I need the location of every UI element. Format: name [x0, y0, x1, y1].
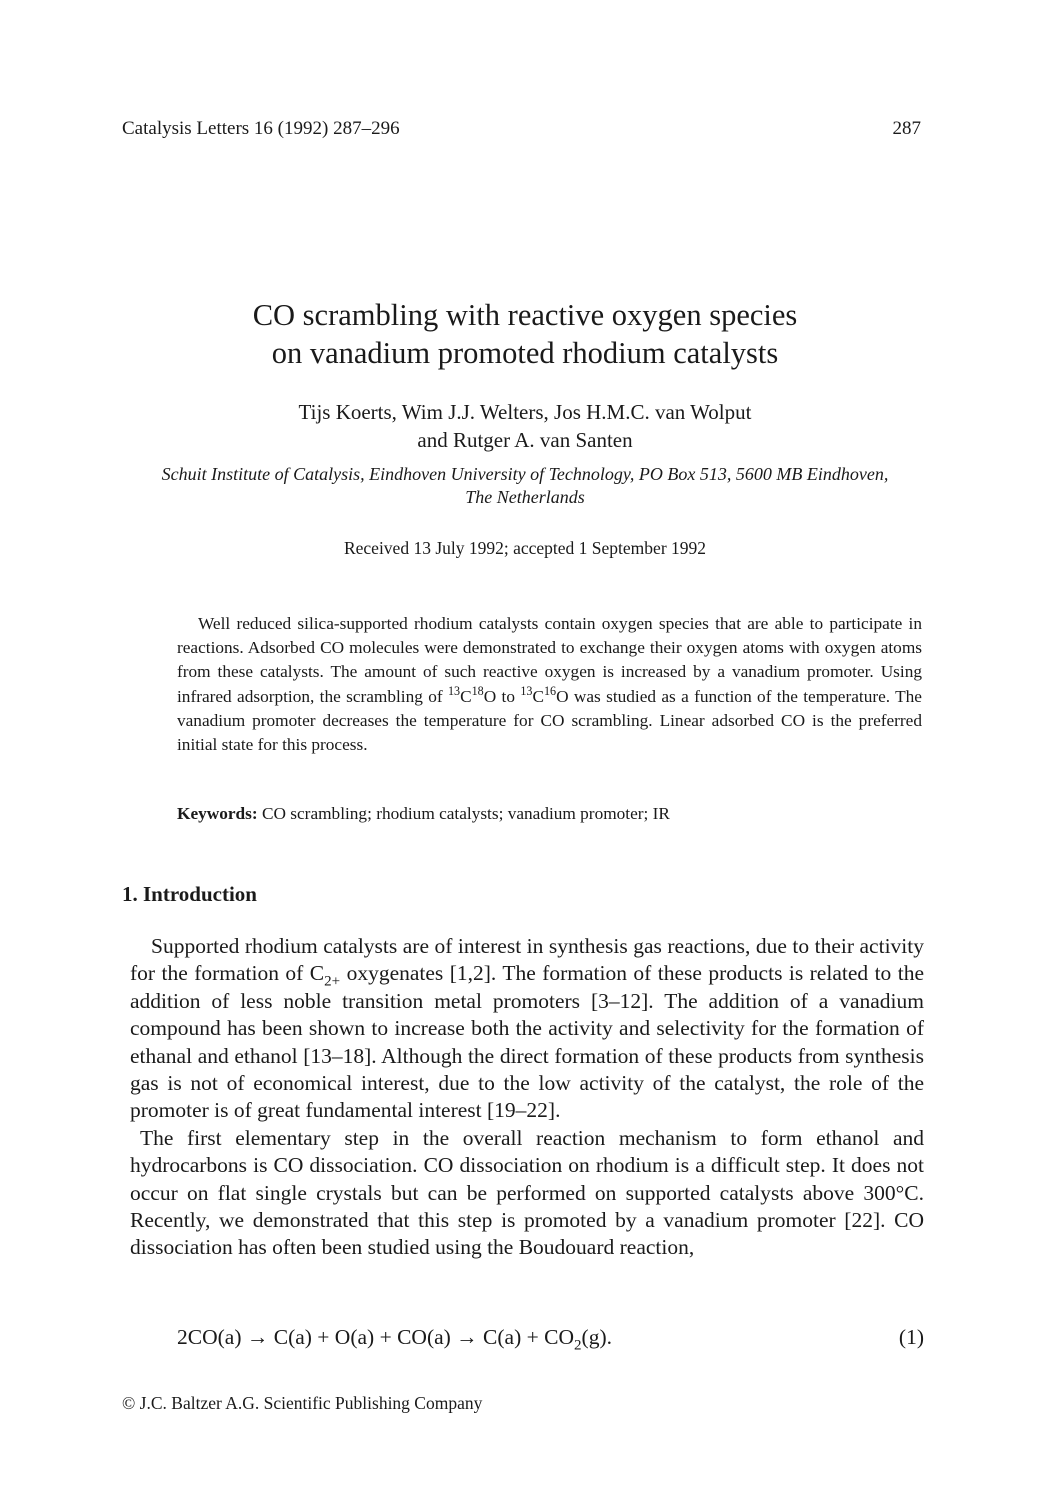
body-text-2: The first elementary step in the overall reaction mechanism to form ethanol and hydrocarbons is CO dissociation. CO dissociation on rhodium is a difficult step. It does not occur on flat single crystals but can be performed on supported catalysts above 300°C. Recently, we demonstrated that this step is promoted by a vanadium promoter [22]. CO dissociation has often been studied using the Boudouard reaction,: [130, 1125, 924, 1260]
affiliation-line-1: Schuit Institute of Catalysis, Eindhoven University of Technology, PO Box 513, 5600 MB Eindhoven,: [161, 464, 889, 484]
equation-subscript: 2: [574, 1337, 582, 1354]
isotope-element: O: [556, 686, 569, 706]
equation-1: [177, 1325, 924, 1354]
keywords-label: Keywords:: [177, 804, 258, 823]
subscript: 2+: [324, 973, 341, 990]
isotope-superscript: 16: [543, 683, 557, 698]
author-list: [0, 398, 1050, 454]
abstract-text-1: Well reduced silica-supported rhodium catalysts contain oxygen species that are able to participate in reactions. Adsorbed CO molecules were demonstrated to exchange their oxygen atoms with oxygen atoms from these catalysts. The amount of such reactive oxygen is increased by a vanadium promoter. Using infrared adsorption, the scrambling of: [177, 614, 922, 706]
isotope-superscript: 13: [447, 683, 461, 698]
abstract: [177, 612, 922, 757]
title-line-2: on vanadium promoted rhodium catalysts: [271, 336, 779, 370]
authors-line-1: Tijs Koerts, Wim J.J. Welters, Jos H.M.C. van Wolput: [298, 400, 752, 424]
body-text-1b: oxygenates [1,2]. The formation of these products is related to the addition of less noble transition metal promoters [3–12]. The addition of a vanadium compound has been shown to increase both the activity and selectivity for the formation of ethanal and ethanol [13–18]. Although the direct formation of these products from synthesis gas is not of economical interest, due to the low activity of the catalyst, the role of the promoter is of great fundamental interest [19–22].: [130, 961, 924, 1123]
received-dates: Received 13 July 1992; accepted 1 September 1992: [343, 538, 707, 558]
affiliation-line-2: The Netherlands: [465, 487, 585, 507]
equation-text: 2CO(a) → C(a) + O(a) + CO(a) → C(a) + CO: [177, 1325, 574, 1349]
equation-number: (1): [898, 1325, 924, 1349]
abstract-connector: to: [496, 686, 521, 706]
copyright-footer: © J.C. Baltzer A.G. Scientific Publishing Company: [122, 1393, 483, 1413]
equation-text-end: (g).: [581, 1325, 612, 1349]
page-number: 287: [892, 118, 921, 139]
abstract-paragraph: [177, 612, 922, 757]
body-paragraph-1: [130, 933, 924, 1125]
journal-citation: Catalysis Letters 16 (1992) 287–296: [122, 118, 400, 139]
isotope-element: O: [483, 686, 497, 706]
body-text-1a: Supported rhodium catalysts are of interest in synthesis gas reactions, due to their activity for the formation of C: [130, 934, 924, 986]
isotope-superscript: 13: [520, 683, 533, 698]
body-paragraph-2: [130, 1125, 924, 1262]
section-heading: 1. Introduction: [122, 882, 257, 906]
keywords-text: CO scrambling; rhodium catalysts; vanadium promoter; IR: [257, 804, 670, 823]
isotope-element: C: [460, 686, 472, 706]
paper-title: [0, 296, 1050, 372]
body-text: [130, 933, 924, 1262]
isotope-superscript: 18: [471, 683, 484, 698]
authors-line-2: and Rutger A. van Santen: [417, 428, 633, 452]
isotope-element: C: [532, 686, 544, 706]
affiliation: [122, 463, 928, 509]
keywords: [177, 804, 922, 824]
title-line-1: CO scrambling with reactive oxygen species: [252, 298, 798, 332]
abstract-text-2: was studied as a function of the temperature. The vanadium promoter decreases the temperature for CO scrambling. Linear adsorbed CO is the preferred initial state for this process.: [177, 686, 922, 755]
